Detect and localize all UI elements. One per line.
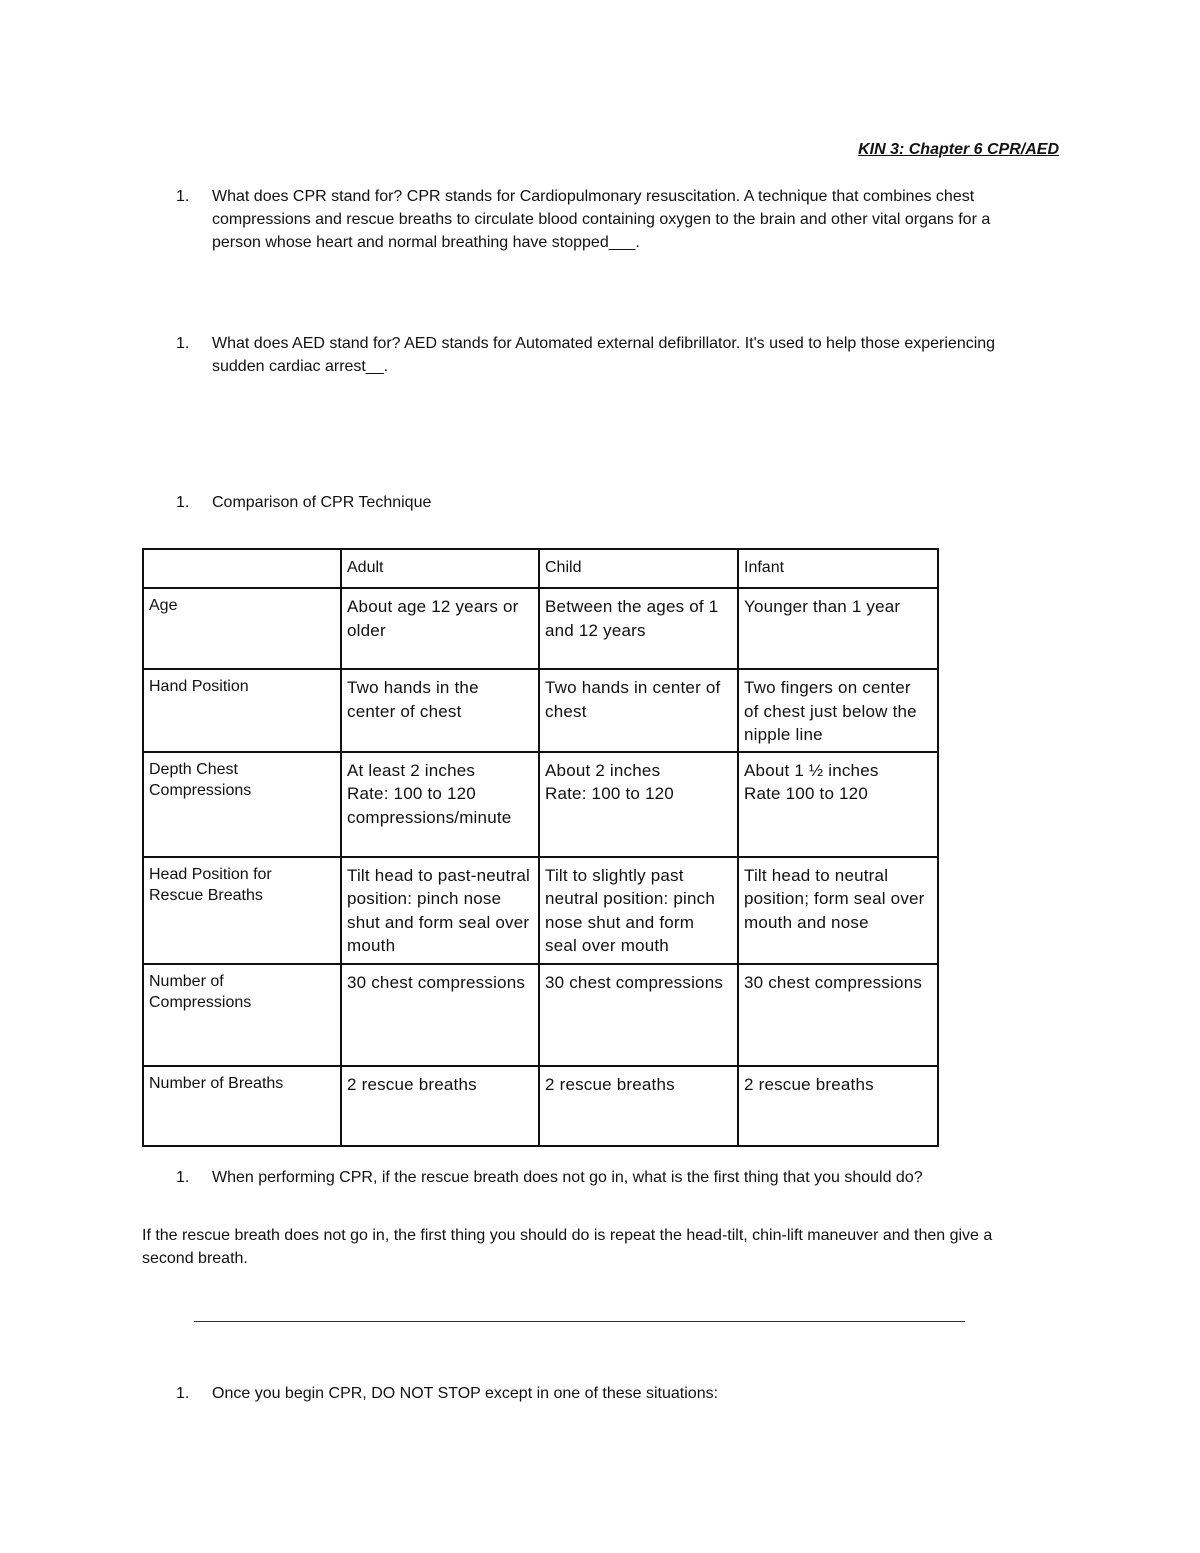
answer-rescue-breath [142, 1224, 1042, 1270]
cell-line: of chest just below the [744, 701, 917, 721]
cell-line: About 2 inches [545, 760, 661, 780]
cell-child-age [539, 588, 738, 669]
cell-line: mouth [347, 936, 396, 955]
question-number: 1. [176, 1385, 190, 1402]
answer-text-line: second breath. [142, 1250, 248, 1267]
cell-line: center of chest [347, 701, 462, 721]
cell-adult-depth [341, 752, 539, 857]
cell-child-compressions [539, 964, 738, 1066]
cell-line: position: pinch nose [347, 889, 502, 908]
answer-text-line: If the rescue breath does not go in, the first thing you should do is repeat the head-tilt, chin-lift maneuver and then give a [142, 1227, 993, 1244]
question-text-line: Comparison of CPR Technique [212, 494, 432, 511]
column-header-child: Child [539, 549, 738, 588]
cell-line: neutral position: pinch [545, 889, 715, 908]
question-text-line: Once you begin CPR, DO NOT STOP except in one of these situations: [212, 1385, 719, 1402]
cell-infant-head-position [738, 857, 938, 964]
cell-infant-hand-position [738, 669, 938, 752]
cell-line: position; form seal over [744, 889, 925, 908]
cell-line: nose shut and form [545, 912, 695, 932]
cell-adult-hand-position [341, 669, 539, 752]
divider-line [194, 1321, 965, 1322]
table-header-row [143, 549, 938, 588]
question-number: 1. [176, 494, 190, 511]
question-aed-meaning [176, 332, 1046, 378]
cell-line: Tilt to slightly past [545, 865, 684, 885]
cell-line: older [347, 620, 386, 640]
row-header-head-position [143, 857, 341, 964]
cell-child-hand-position [539, 669, 738, 752]
column-header-infant: Infant [738, 549, 938, 588]
table-row [143, 964, 938, 1066]
row-label-line: Number of [149, 972, 224, 990]
cell-line: Two hands in center of [545, 678, 721, 697]
cell-line: Rate: 100 to 120 [545, 784, 674, 803]
question-text-line: What does AED stand for? AED stands for Automated external defibrillator. It's used to help those experiencing [212, 335, 996, 352]
question-number: 1. [176, 335, 190, 352]
cell-child-depth [539, 752, 738, 857]
row-label-line: Number of Breaths [149, 1074, 284, 1092]
table-row [143, 588, 938, 669]
question-text-line: When performing CPR, if the rescue breath does not go in, what is the first thing that you should do? [212, 1169, 923, 1186]
cell-child-head-position [539, 857, 738, 964]
cell-line: 30 chest compressions [545, 972, 724, 992]
cell-child-breaths [539, 1066, 738, 1146]
cell-line: seal over mouth [545, 936, 669, 955]
row-label-line: Age [149, 597, 178, 614]
column-header-adult: Adult [341, 549, 539, 588]
cell-line: chest [545, 701, 587, 721]
cell-line: mouth and nose [744, 912, 869, 932]
table-row [143, 669, 938, 752]
cell-line: Two hands in the [347, 678, 479, 697]
cell-line: Two fingers on center [744, 678, 911, 697]
row-header-compressions [143, 964, 341, 1066]
row-label-line: Head Position for [149, 865, 272, 883]
question-cpr-meaning [176, 185, 1046, 254]
row-label-line: Hand Position [149, 678, 249, 695]
cell-adult-breaths [341, 1066, 539, 1146]
cell-line: Between the ages of 1 [545, 597, 719, 616]
table-row [143, 1066, 938, 1146]
cpr-comparison-table [142, 548, 939, 1147]
question-rescue-breath [176, 1166, 1046, 1189]
question-do-not-stop [176, 1382, 1046, 1405]
question-text-line: sudden cardiac arrest__. [212, 358, 389, 375]
question-number: 1. [176, 1169, 190, 1186]
cell-infant-age [738, 588, 938, 669]
cell-line: 2 rescue breaths [545, 1074, 675, 1094]
cell-line: shut and form seal over [347, 912, 530, 932]
row-label-line: Compressions [149, 993, 252, 1011]
cell-line: About 1 ½ inches [744, 760, 879, 780]
cell-line: nipple line [744, 725, 823, 744]
cell-line: 30 chest compressions [744, 972, 923, 992]
row-label-line: Rescue Breaths [149, 886, 263, 904]
cell-line: 30 chest compressions [347, 972, 526, 992]
table-row [143, 752, 938, 857]
row-label-line: Compressions [149, 781, 252, 799]
cell-line: 2 rescue breaths [347, 1074, 477, 1094]
cell-line: Tilt head to past-neutral [347, 865, 530, 885]
cell-infant-breaths [738, 1066, 938, 1146]
table-row [143, 857, 938, 964]
row-header-depth [143, 752, 341, 857]
row-label-line: Depth Chest [149, 760, 238, 778]
cell-line: Younger than 1 year [744, 597, 901, 616]
question-comparison [176, 491, 1046, 514]
question-text-line: person whose heart and normal breathing have stopped___. [212, 234, 640, 251]
row-header-hand-position [143, 669, 341, 752]
cell-line: About age 12 years or [347, 597, 519, 616]
cell-adult-compressions [341, 964, 539, 1066]
cell-line: 2 rescue breaths [744, 1074, 874, 1094]
cell-line: Rate: 100 to 120 [347, 784, 476, 803]
cell-infant-compressions [738, 964, 938, 1066]
cell-line: Tilt head to neutral [744, 865, 889, 885]
cell-line: compressions/minute [347, 807, 512, 827]
cell-adult-head-position [341, 857, 539, 964]
question-number: 1. [176, 188, 190, 205]
document-title: KIN 3: Chapter 6 CPR/AED [858, 141, 1059, 158]
cell-line: and 12 years [545, 620, 646, 640]
table-corner-cell [143, 549, 341, 588]
question-text-line: What does CPR stand for? CPR stands for Cardiopulmonary resuscitation. A technique that combines chest [212, 188, 975, 205]
cell-infant-depth [738, 752, 938, 857]
row-header-age [143, 588, 341, 669]
row-header-breaths [143, 1066, 341, 1146]
cell-adult-age [341, 588, 539, 669]
question-text-line: compressions and rescue breaths to circulate blood containing oxygen to the brain and other vital organs for a [212, 211, 991, 228]
cell-line: At least 2 inches [347, 760, 476, 780]
cell-line: Rate 100 to 120 [744, 784, 868, 803]
